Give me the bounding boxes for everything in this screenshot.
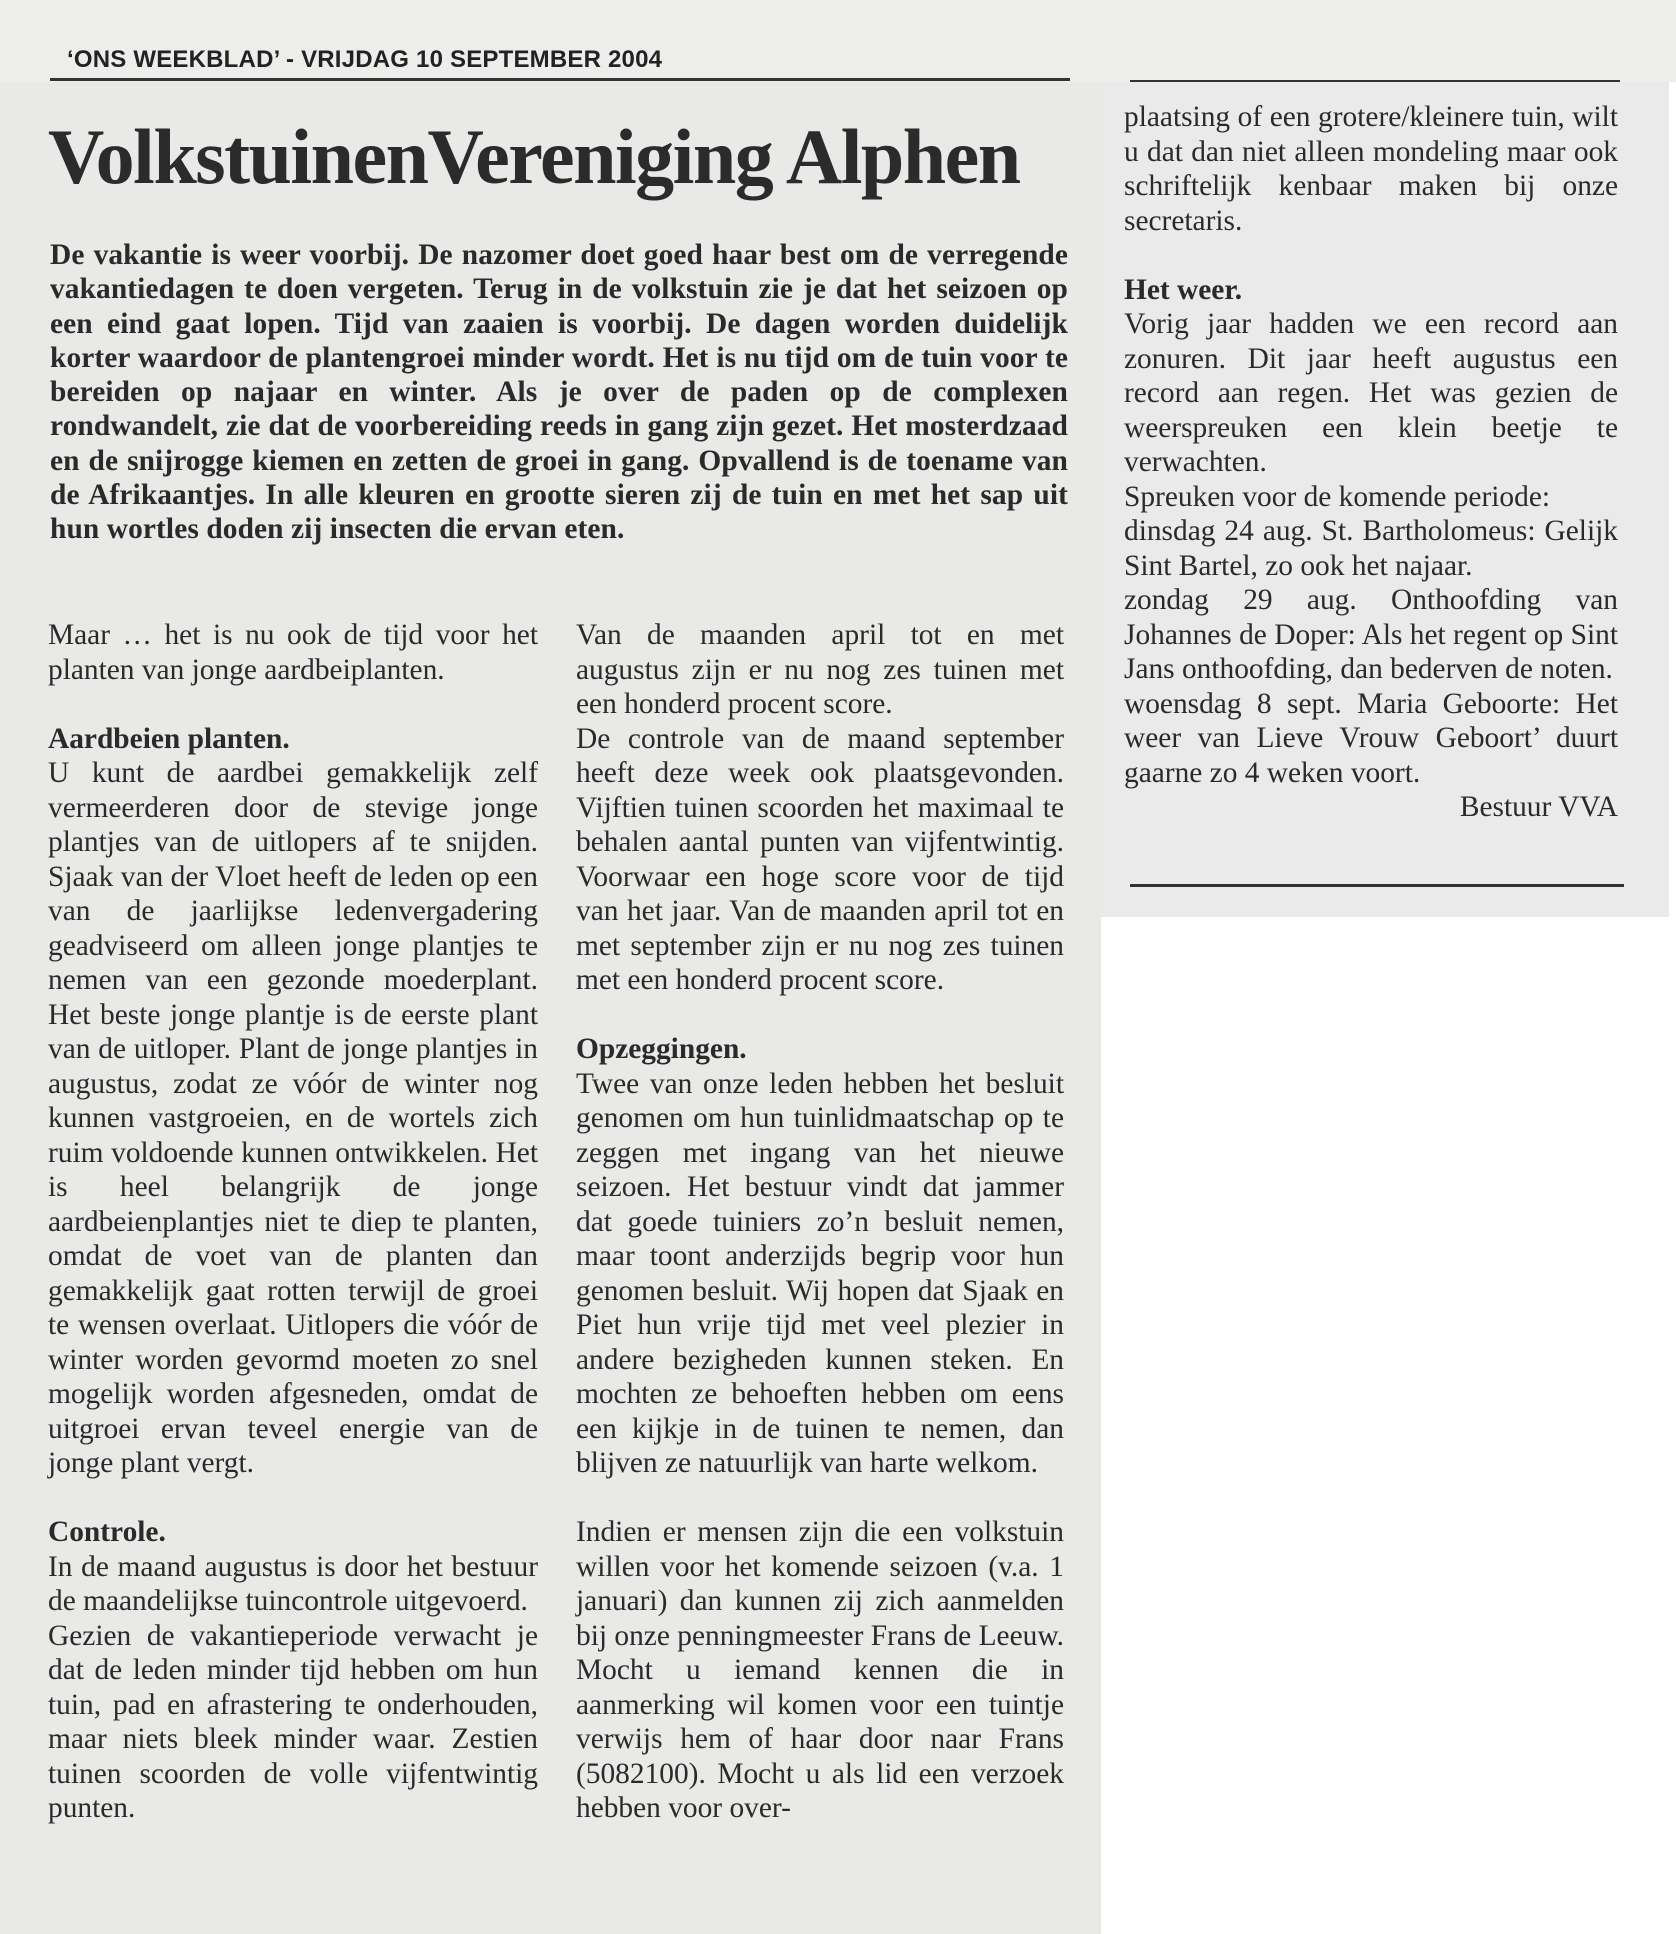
masthead: ‘ONS WEEKBLAD’ - VRIJDAG 10 SEPTEMBER 2004: [67, 46, 663, 73]
paragraph-controle-4: De controle van de maand september heeft deze week ook plaatsgevonden. Vijftien tuinen scoorden het maximaal te behalen aantal punten van vijfentwintig. Voorwaar een hoge score voor de tijd van het jaar. Van de maanden april tot en met september zijn er nu nog zes tuinen met een honderd procent score.: [576, 722, 1064, 996]
end-rule: [1130, 884, 1624, 887]
signature: Bestuur VVA: [1459, 791, 1618, 823]
paragraph-spreuk-1: dinsdag 24 aug. St. Bartholomeus: Gelijk Sint Bartel, zo ook het najaar.: [1124, 515, 1618, 582]
paragraph-controle-1: In de maand augustus is door het bestuur de maandelijkse tuincontrole uitgevoerd.: [48, 1550, 538, 1617]
section-heading-weer: Het weer.: [1124, 273, 1243, 306]
paragraph-spreuk-2: zondag 29 aug. Onthoofding van Johannes de Doper: Als het regent op Sint Jans onthoofding, dan bederven de noten.: [1124, 584, 1618, 685]
paragraph-continued: plaatsing of een grotere/kleinere tuin, wilt u dat dan niet alleen mondeling maar ook schriftelijk kenbaar maken bij onze secretaris.: [1124, 101, 1618, 237]
paragraph-aardbeien: U kunt de aardbei gemakkelijk zelf vermeerderen door de stevige jonge plantjes van de uitlopers af te snijden. Sjaak van der Vloet heeft de leden op een van de jaarlijkse ledenvergadering geadviseerd om alleen jonge plantjes te nemen van een gezonde moederplant. Het beste jonge plantje is de eerste plant van de uitloper. Plant de jonge plantjes in augustus, zodat ze vóór de winter nog kunnen vastgroeien, en de wortels zich ruim voldoende kunnen ontwikkelen. Het is heel belangrijk de jonge aardbeienplantjes niet te diep te planten, omdat de voet van de planten dan gemakkelijk gaat rotten terwijl de groei te wensen overlaat. Uitlopers die vóór de winter worden gevormd moeten zo snel mogelijk worden afgesneden, omdat de uitgroei ervan teveel energie van de jonge plant vergt.: [48, 757, 538, 1479]
paragraph-aanmelden: Indien er mensen zijn die een volkstuin willen voor het komende seizoen (v.a. 1 januari) dan kunnen zij zich aanmelden bij onze penningmeester Frans de Leeuw. Mocht u iemand kennen die in aanmerking wil komen voor een tuintje verwijs hem of haar door naar Frans (5082100). Mocht u als lid een verzoek hebben voor over-: [576, 1516, 1064, 1824]
paragraph-controle-2: Gezien de vakantieperiode verwacht je dat de leden minder tijd hebben om hun tuin, pad en afrastering te onderhouden, maar niets bleek minder waar. Zestien tuinen scoorden de volle vijfentwintig punten.: [48, 1619, 538, 1824]
paragraph-weer: Vorig jaar hadden we een record aan zonuren. Dit jaar heeft augustus een record aan regen. Het was gezien de weerspreuken een klein beetje te verwachten.: [1124, 308, 1618, 478]
masthead-rule: [50, 78, 1070, 81]
column-top-rule: [1130, 80, 1620, 82]
paragraph-spreuken-intro: Spreuken voor de komende periode:: [1124, 480, 1551, 513]
article-column-3: [1124, 100, 1618, 825]
section-heading-aardbeien: Aardbeien planten.: [48, 722, 290, 755]
paragraph-controle-3: Van de maanden april tot en met augustus zijn er nu nog zes tuinen met een honderd procent score.: [576, 619, 1064, 720]
headline: VolkstuinenVereniging Alphen: [48, 113, 1020, 200]
article-column-2: [576, 618, 1064, 1826]
article-column-1: [48, 618, 538, 1826]
intro-line: Maar … het is nu ook de tijd voor het planten van jonge aardbeiplanten.: [48, 619, 538, 686]
intro-paragraph: De vakantie is weer voorbij. De nazomer doet goed haar best om de verregende vakantiedagen te doen vergeten. Terug in de volkstuin zie je dat het seizoen op een eind gaat lopen. Tijd van zaaien is voorbij. De dagen worden duidelijk korter waardoor de plantengroei minder wordt. Het is nu tijd om de tuin voor te bereiden op najaar en winter. Als je over de paden op de complexen rondwandelt, zie dat de voorbereiding reeds in gang zijn gezet. Het mosterdzaad en de snijrogge kiemen en zetten de groei in gang. Opvallend is de toename van de Afrikaantjes. In alle kleuren en grootte sieren zij de tuin en met het sap uit hun wortles doden zij insecten die ervan eten.: [50, 239, 1068, 546]
section-heading-opzeggingen: Opzeggingen.: [576, 1033, 747, 1065]
paragraph-spreuk-3: woensdag 8 sept. Maria Geboorte: Het weer van Lieve Vrouw Geboort’ duurt gaarne zo 4 weken voort.: [1124, 687, 1618, 789]
paragraph-opzeggingen: Twee van onze leden hebben het besluit genomen om hun tuinlidmaatschap op te zeggen met ingang van het nieuwe seizoen. Het bestuur vindt dat jammer dat goede tuiniers zo’n besluit nemen, maar toont anderzijds begrip voor hun genomen besluit. Wij hopen dat Sjaak en Piet hun vrije tijd met veel plezier in andere bezigheden kunnen steken. En mochten ze behoeften hebben om eens een kijkje in de tuinen te nemen, dan blijven ze natuurlijk van harte welkom.: [576, 1067, 1064, 1479]
section-heading-controle: Controle.: [48, 1516, 166, 1548]
